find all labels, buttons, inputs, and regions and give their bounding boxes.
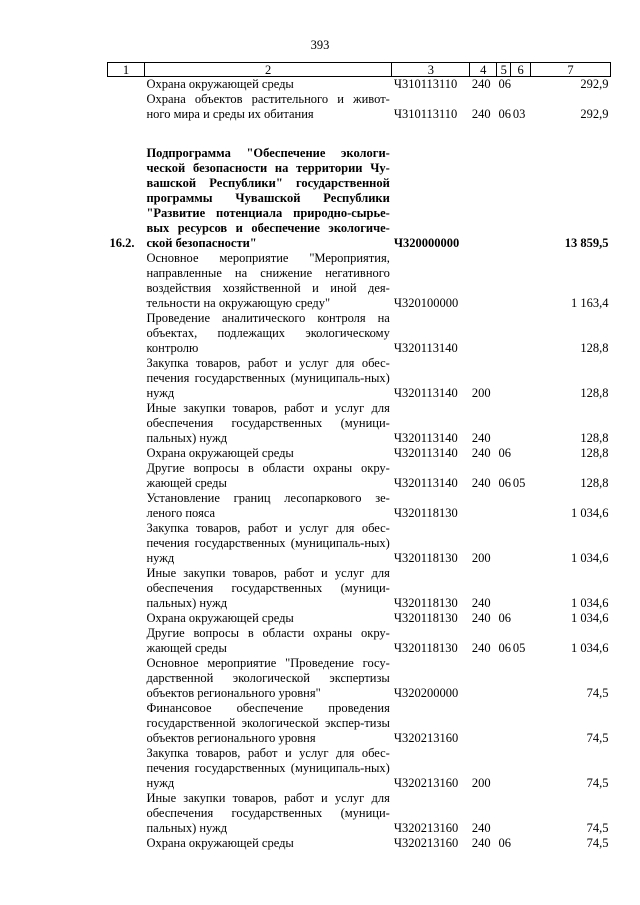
header-cell: 5 bbox=[497, 63, 511, 77]
row-number bbox=[108, 746, 145, 791]
row-number bbox=[108, 656, 145, 701]
row-name: Охрана объектов растительного и живот-ного мира и среды их обитания bbox=[146, 92, 390, 121]
row-subsection bbox=[511, 401, 531, 446]
header-cell: 2 bbox=[144, 63, 391, 77]
row-amount: 292,9 bbox=[580, 107, 609, 121]
row-name: Другие вопросы в области охраны окру-жающей среды bbox=[146, 461, 390, 490]
row-expense-type: 240 bbox=[471, 641, 491, 655]
table-row bbox=[108, 656, 611, 701]
row-section bbox=[497, 701, 511, 746]
row-section bbox=[497, 146, 511, 251]
row-number bbox=[108, 401, 145, 446]
row-section bbox=[497, 491, 511, 521]
row-name: Охрана окружающей среды bbox=[146, 77, 294, 91]
row-code: Ч310113110 bbox=[393, 107, 458, 121]
budget-table bbox=[107, 62, 611, 851]
row-code: Ч320113140 bbox=[393, 341, 458, 355]
row-name: Закупка товаров, работ и услуг для обес-печения государственных (муниципаль-ных) нужд bbox=[146, 746, 390, 790]
row-code: Ч320213160 bbox=[393, 731, 459, 745]
row-number bbox=[108, 311, 145, 356]
row-expense-type: 200 bbox=[471, 551, 491, 565]
row-section: 06 bbox=[498, 611, 512, 625]
row-section bbox=[497, 566, 511, 611]
row-expense-type: 200 bbox=[471, 776, 491, 790]
table-row bbox=[108, 92, 611, 122]
row-subsection bbox=[511, 77, 531, 93]
row-name: Основное мероприятие "Мероприятия, направленные на снижение негативного воздействия хозяйственной и иной дея-тельности на окружающую среду" bbox=[146, 251, 390, 310]
row-section: 06 bbox=[498, 446, 512, 460]
row-code: Ч320113140 bbox=[393, 476, 458, 490]
row-section bbox=[497, 746, 511, 791]
table-row bbox=[108, 251, 611, 311]
row-section: 06 bbox=[498, 476, 512, 490]
row-number bbox=[108, 521, 145, 566]
row-code: Ч320113140 bbox=[393, 386, 458, 400]
header-cell: 7 bbox=[530, 63, 610, 77]
row-code: Ч320113140 bbox=[393, 446, 458, 460]
row-amount: 128,8 bbox=[580, 446, 609, 460]
table-row bbox=[108, 461, 611, 491]
row-subsection: 05 bbox=[512, 476, 526, 490]
row-section bbox=[497, 356, 511, 401]
row-code: Ч320200000 bbox=[393, 686, 459, 700]
row-code: Ч320213160 bbox=[393, 776, 459, 790]
table-row bbox=[108, 746, 611, 791]
row-expense-type: 240 bbox=[471, 446, 491, 460]
row-name: Закупка товаров, работ и услуг для обес-печения государственных (муниципаль-ных) нужд bbox=[146, 521, 390, 565]
row-section bbox=[497, 656, 511, 701]
row-number bbox=[108, 251, 145, 311]
row-code: Ч320000000 bbox=[393, 236, 460, 250]
row-number bbox=[108, 626, 145, 656]
row-subsection bbox=[511, 791, 531, 836]
table-body bbox=[108, 77, 611, 852]
row-name: Основное мероприятие "Проведение госу-дарственной экологической экспертизы объектов регионального уровня" bbox=[146, 656, 390, 700]
row-section: 06 bbox=[498, 77, 512, 91]
row-expense-type: 240 bbox=[471, 821, 491, 835]
row-section bbox=[497, 311, 511, 356]
row-expense-type bbox=[470, 701, 497, 746]
row-expense-type bbox=[470, 311, 497, 356]
table-row bbox=[108, 521, 611, 566]
row-number: 16.2. bbox=[109, 236, 135, 250]
row-expense-type bbox=[470, 491, 497, 521]
row-name: Закупка товаров, работ и услуг для обес-печения государственных (муниципаль-ных) нужд bbox=[146, 356, 390, 400]
table-row bbox=[108, 701, 611, 746]
row-amount: 292,9 bbox=[580, 77, 609, 91]
row-code: Ч320213160 bbox=[393, 836, 459, 850]
table-row bbox=[108, 77, 611, 93]
row-expense-type: 240 bbox=[471, 611, 491, 625]
row-number bbox=[108, 77, 145, 93]
row-number bbox=[108, 611, 145, 626]
row-number bbox=[108, 701, 145, 746]
page-number: 393 bbox=[310, 38, 330, 52]
row-section bbox=[497, 791, 511, 836]
row-name: Иные закупки товаров, работ и услуг для обеспечения государственных (муници-пальных) нужд bbox=[146, 791, 390, 835]
row-amount: 74,5 bbox=[586, 686, 609, 700]
header-cell: 4 bbox=[470, 63, 497, 77]
row-subsection bbox=[511, 356, 531, 401]
table-row bbox=[108, 311, 611, 356]
row-amount: 74,5 bbox=[586, 836, 609, 850]
row-name: Охрана окружающей среды bbox=[146, 836, 294, 850]
row-subsection bbox=[511, 251, 531, 311]
row-subsection bbox=[511, 446, 531, 461]
row-amount: 74,5 bbox=[586, 821, 609, 835]
row-subsection bbox=[511, 836, 531, 851]
row-amount: 74,5 bbox=[586, 776, 609, 790]
header-cell: 1 bbox=[108, 63, 145, 77]
row-name: Другие вопросы в области охраны окру-жающей среды bbox=[146, 626, 390, 655]
row-section bbox=[497, 521, 511, 566]
row-name: Охрана окружающей среды bbox=[146, 446, 294, 460]
table-row bbox=[108, 491, 611, 521]
row-expense-type: 240 bbox=[471, 596, 491, 610]
row-expense-type: 240 bbox=[471, 107, 491, 121]
row-amount: 128,8 bbox=[580, 386, 609, 400]
row-amount: 74,5 bbox=[586, 731, 609, 745]
table-row bbox=[108, 146, 611, 251]
row-section: 06 bbox=[498, 641, 512, 655]
row-subsection bbox=[511, 611, 531, 626]
row-amount: 128,8 bbox=[580, 341, 609, 355]
row-subsection bbox=[511, 701, 531, 746]
row-subsection bbox=[511, 311, 531, 356]
row-subsection: 05 bbox=[512, 641, 526, 655]
row-name: Подпрограмма "Обеспечение экологи-ческой безопасности на территории Чу-вашской Республики" государственной программы Чувашской Республики "Развитие потенциала природно-сырье-вых ресурсов и обеспечение экологиче-ской безопасности" bbox=[146, 146, 390, 250]
row-name: Иные закупки товаров, работ и услуг для обеспечения государственных (муници-пальных) нужд bbox=[146, 566, 390, 610]
row-amount: 1 034,6 bbox=[571, 506, 609, 520]
row-subsection bbox=[511, 656, 531, 701]
row-code: Ч320213160 bbox=[393, 821, 459, 835]
table-row bbox=[108, 626, 611, 656]
row-number bbox=[108, 446, 145, 461]
row-name: Проведение аналитического контроля на объектах, подлежащих экологическому контролю bbox=[146, 311, 390, 355]
row-code: Ч320118130 bbox=[393, 506, 458, 520]
row-section bbox=[497, 401, 511, 446]
row-name: Финансовое обеспечение проведения государственной экологической экспер-тизы объектов регионального уровня bbox=[146, 701, 390, 745]
row-name: Иные закупки товаров, работ и услуг для обеспечения государственных (муници-пальных) нужд bbox=[146, 401, 390, 445]
row-expense-type: 240 bbox=[471, 431, 491, 445]
row-number bbox=[108, 92, 145, 122]
row-section: 06 bbox=[498, 107, 512, 121]
row-expense-type: 240 bbox=[471, 836, 491, 850]
row-code: Ч320118130 bbox=[393, 641, 458, 655]
row-amount: 1 034,6 bbox=[571, 611, 609, 625]
row-amount: 13 859,5 bbox=[564, 236, 609, 250]
row-section bbox=[497, 251, 511, 311]
row-amount: 128,8 bbox=[580, 476, 609, 490]
row-number bbox=[108, 356, 145, 401]
row-amount: 128,8 bbox=[580, 431, 609, 445]
row-code: Ч310113110 bbox=[393, 77, 458, 91]
row-subsection bbox=[511, 746, 531, 791]
row-expense-type: 200 bbox=[471, 386, 491, 400]
row-amount: 1 034,6 bbox=[571, 596, 609, 610]
row-subsection bbox=[511, 521, 531, 566]
row-code: Ч320118130 bbox=[393, 611, 458, 625]
row-code: Ч320113140 bbox=[393, 431, 458, 445]
row-name: Установление границ лесопаркового зе-леного пояса bbox=[146, 491, 390, 520]
header-cell: 6 bbox=[511, 63, 531, 77]
row-number bbox=[108, 791, 145, 836]
table-row bbox=[108, 566, 611, 611]
row-code: Ч320118130 bbox=[393, 551, 458, 565]
row-subsection bbox=[511, 566, 531, 611]
row-amount: 1 034,6 bbox=[571, 551, 609, 565]
row-number bbox=[108, 836, 145, 851]
row-subsection: 03 bbox=[512, 107, 526, 121]
table-row bbox=[108, 836, 611, 851]
row-subsection bbox=[511, 491, 531, 521]
table-row bbox=[108, 446, 611, 461]
row-section: 06 bbox=[498, 836, 512, 850]
spacer-row bbox=[108, 122, 611, 146]
row-expense-type: 240 bbox=[471, 77, 491, 91]
row-name: Охрана окружающей среды bbox=[146, 611, 294, 625]
row-amount: 1 034,6 bbox=[571, 641, 609, 655]
row-expense-type bbox=[470, 251, 497, 311]
row-number bbox=[108, 461, 145, 491]
row-number bbox=[108, 566, 145, 611]
row-expense-type bbox=[470, 146, 497, 251]
row-number bbox=[108, 491, 145, 521]
table-row bbox=[108, 356, 611, 401]
table-header bbox=[108, 63, 611, 77]
row-expense-type: 240 bbox=[471, 476, 491, 490]
row-subsection bbox=[511, 146, 531, 251]
header-cell: 3 bbox=[392, 63, 470, 77]
row-amount: 1 163,4 bbox=[571, 296, 609, 310]
table-row bbox=[108, 791, 611, 836]
row-code: Ч320118130 bbox=[393, 596, 458, 610]
row-expense-type bbox=[470, 656, 497, 701]
table-row bbox=[108, 401, 611, 446]
table-row bbox=[108, 611, 611, 626]
spacer-cell bbox=[108, 122, 611, 146]
row-code: Ч320100000 bbox=[393, 296, 459, 310]
